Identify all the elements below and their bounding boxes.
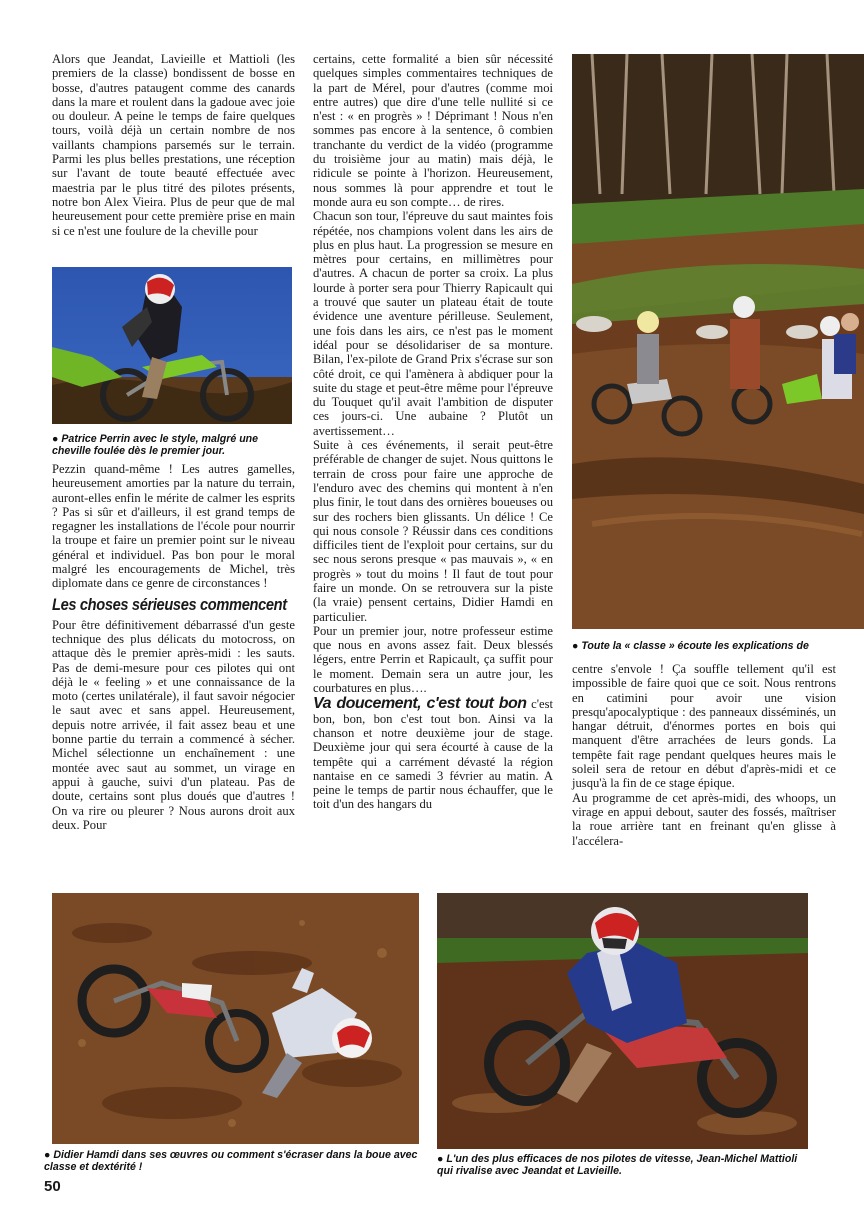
col3-paragraph-1: centre s'envole ! Ça souffle tellement qu'il est impossible de faire quoi que ce soit. Nous rentrons en catimini pour avoir une vision presqu'apocalyptique : des panneaux disséminés, un hangar détruit, d'énormes portes en bois qui manquent d'être arrachées de leurs gonds. La tempête fait rage pendant quelques heures mais le soleil sera de retour en début d'après-midi et ce jusqu'à la fin de ce stage épique.: [572, 662, 836, 791]
section-heading-choses-serieuses: Les choses sérieuses commencent: [52, 594, 287, 614]
caption-hamdi-text: Didier Hamdi dans ses œuvres ou comment s'écraser dans la boue avec classe et dextérité !: [44, 1149, 418, 1173]
column-1-lower: [52, 462, 295, 832]
col1-paragraph-3: Pour être définitivement débarrassé d'un geste technique des plus délicats du motocross, on attaque dès le premier après-midi : les sauts. Pas de demi-mesure pour ces pilotes qui ont déjà le « feeling » et une connaissance de la moto (certes unilatérale), il faut savoir négocier le saut avec et sans appel. Heureusement, depuis notre arrivée, il fait assez beau et une bonne partie du terrain a commencé à sécher. Michel sélectionne un enchaînement : une montée avec saut au sommet, un virage en appui à gauche, suivi d'un plateau. Pas de doute, certains sont plus doués que d'autres ! On va rire ou pleurer ? Nous aurons droit aux deux. Pour: [52, 617, 295, 832]
photo-classe-image: [572, 54, 864, 629]
photo-perrin-image: [52, 267, 292, 424]
photo-mattioli-image: [437, 893, 808, 1149]
col1-paragraph-1: Alors que Jeandat, Lavieille et Mattioli (les premiers de la classe) bondissent de bosse en bosse, d'autres pataugent comme des canards dans la mare et roulent dans la gadoue avec joie ou douleur. A peine le temps de faire quelques tours, voilà déjà un certain nombre de nos vaillants champions parsemés sur le terrain. Parmi les plus belles prestations, une réception sur l'avant de toute beauté effectuée avec maestria par le plus titré des pilotes présents, notre bon Alex Vieira. Plus de peur que de mal heureusement pour cette première prise en main si ce n'est une foulure de la cheville pour: [52, 52, 295, 238]
photo-hamdi-image: [52, 893, 419, 1144]
col3-paragraph-2: Au programme de cet après-midi, des whoops, un virage en appui debout, sauter des fossés, maîtriser la roue arrière tant en freinant qu'en glisse à l'accélera-: [572, 790, 836, 848]
caption-classe: [572, 641, 864, 653]
col2-paragraph-1: certains, cette formalité a bien sûr nécessité quelques simples commentaires techniques de la part de Mérel, pour d'autres (comme moi entre autres) que dire d'une telle nullité si ce n'est : « en progrès » ! Déprimant ! Nous n'en sommes pas encore à la sentence, ô combien tranchante du verdict de la vidéo (programme du troisième jour au matin) mais déjà, le ridicule se pointe à l'horizon. Heureusement, nous sommes là pour apprendre et tout le monde aura eu son compte… de rires.: [313, 52, 553, 209]
photo-classe-ecoute: [572, 54, 864, 629]
caption-mattioli-text: L'un des plus efficaces de nos pilotes de vitesse, Jean-Michel Mattioli qui rivalise avec Jeandat et Lavieille.: [437, 1153, 798, 1177]
photo-patrice-perrin: [52, 267, 292, 424]
inline-heading-va-doucement: Va doucement, c'est tout bon: [313, 695, 527, 713]
col2-paragraph-2: Chacun son tour, l'épreuve du saut maintes fois répétée, nos champions volent dans les airs de plus en plus haut. La progression se mesure en mètres pour certains, en millimètres pour d'autres. A chacun de porter sa croix. La plus lourde à porter sera pour Thierry Rapicault qui a trouvé que sauter un plateau était de toute évidence une aventure périlleuse. Seulement, une fois dans les airs, ce n'est pas le moment idéal pour se désolidariser de sa monture. Bilan, l'ex-pilote de Grand Prix s'écrase sur son côté droit, ce qui l'amènera à abdiquer pour la suite du stage et peut-être même pour l'épreuve du Touquet qu'il avait l'ambition de disputer ces jours-ci. Une aubaine ? Plutôt un avertissement…: [313, 209, 553, 438]
page-number: 50: [44, 1178, 61, 1195]
column-2: [313, 52, 553, 812]
column-1: [52, 52, 295, 238]
photo-didier-hamdi: [52, 893, 419, 1144]
col1-paragraph-2: Pezzin quand-même ! Les autres gamelles, heureusement amorties par la nature du terrain, auront-elles enfin le mérite de calmer les esprits ? Pas si sûr et d'ailleurs, il est grand temps de regagner les installations de l'école pour nourrir la troupe et faire un premier point sur le niveau général et individuel. Pas bon pour le moral malgré les encouragements de Michel, très diplomate dans ce genre de circonstances !: [52, 462, 295, 591]
caption-hamdi: [44, 1150, 419, 1173]
column-3: [572, 662, 836, 848]
col2-paragraph-5: [313, 697, 553, 811]
caption-bullet: ●: [52, 433, 59, 445]
col2-paragraph-3: Suite à ces événements, il serait peut-être préférable de changer de sujet. Nous quittons le terrain de cross pour faire une approche de l'enduro avec des chemins qui montent à n'en plus finir, le tout dans des ornières boueuses ou sur des rochers bien glissants. Un délice ! Ce qui nous console ? Réussir dans ces conditions difficiles tient de l'exploit pour certains, sur du sec nous serons presque « pas mauvais », « en progrès » tout du moins ! Il faut de tout pour faire un monde. On se retrouvera sur la piste (la vraie) pensent certains, Didier Hamdi en particulier.: [313, 438, 553, 624]
caption-bullet-mattioli: ●: [437, 1153, 444, 1165]
col2-paragraph-5-text: c'est bon, bon, bon c'est tout bon. Ainsi va la chanson et notre deuxième jour de stage. Deuxième jour qui sera écourté à cause de la tempête qui a carrément dévasté la région nantaise en ce samedi 3 février au matin. A peine le temps de partir nous échauffer, que le toit d'un des hangars du: [313, 697, 553, 812]
caption-perrin: [52, 434, 295, 457]
caption-classe-text: Toute la « classe » écoute les explications de: [581, 640, 809, 652]
caption-perrin-text: Patrice Perrin avec le style, malgré une cheville foulée dès le premier jour.: [52, 433, 259, 457]
col2-paragraph-4: Pour un premier jour, notre professeur estime que nous en avons assez fait. Deux blessés légers, entre Perrin et Rapicault, ça suffit pour le moment. Demain sera un autre jour, les courbatures en plus….: [313, 623, 553, 696]
photo-mattioli: [437, 893, 808, 1149]
caption-bullet-classe: ●: [572, 640, 579, 652]
caption-bullet-hamdi: ●: [44, 1149, 51, 1161]
caption-mattioli: [437, 1154, 812, 1177]
